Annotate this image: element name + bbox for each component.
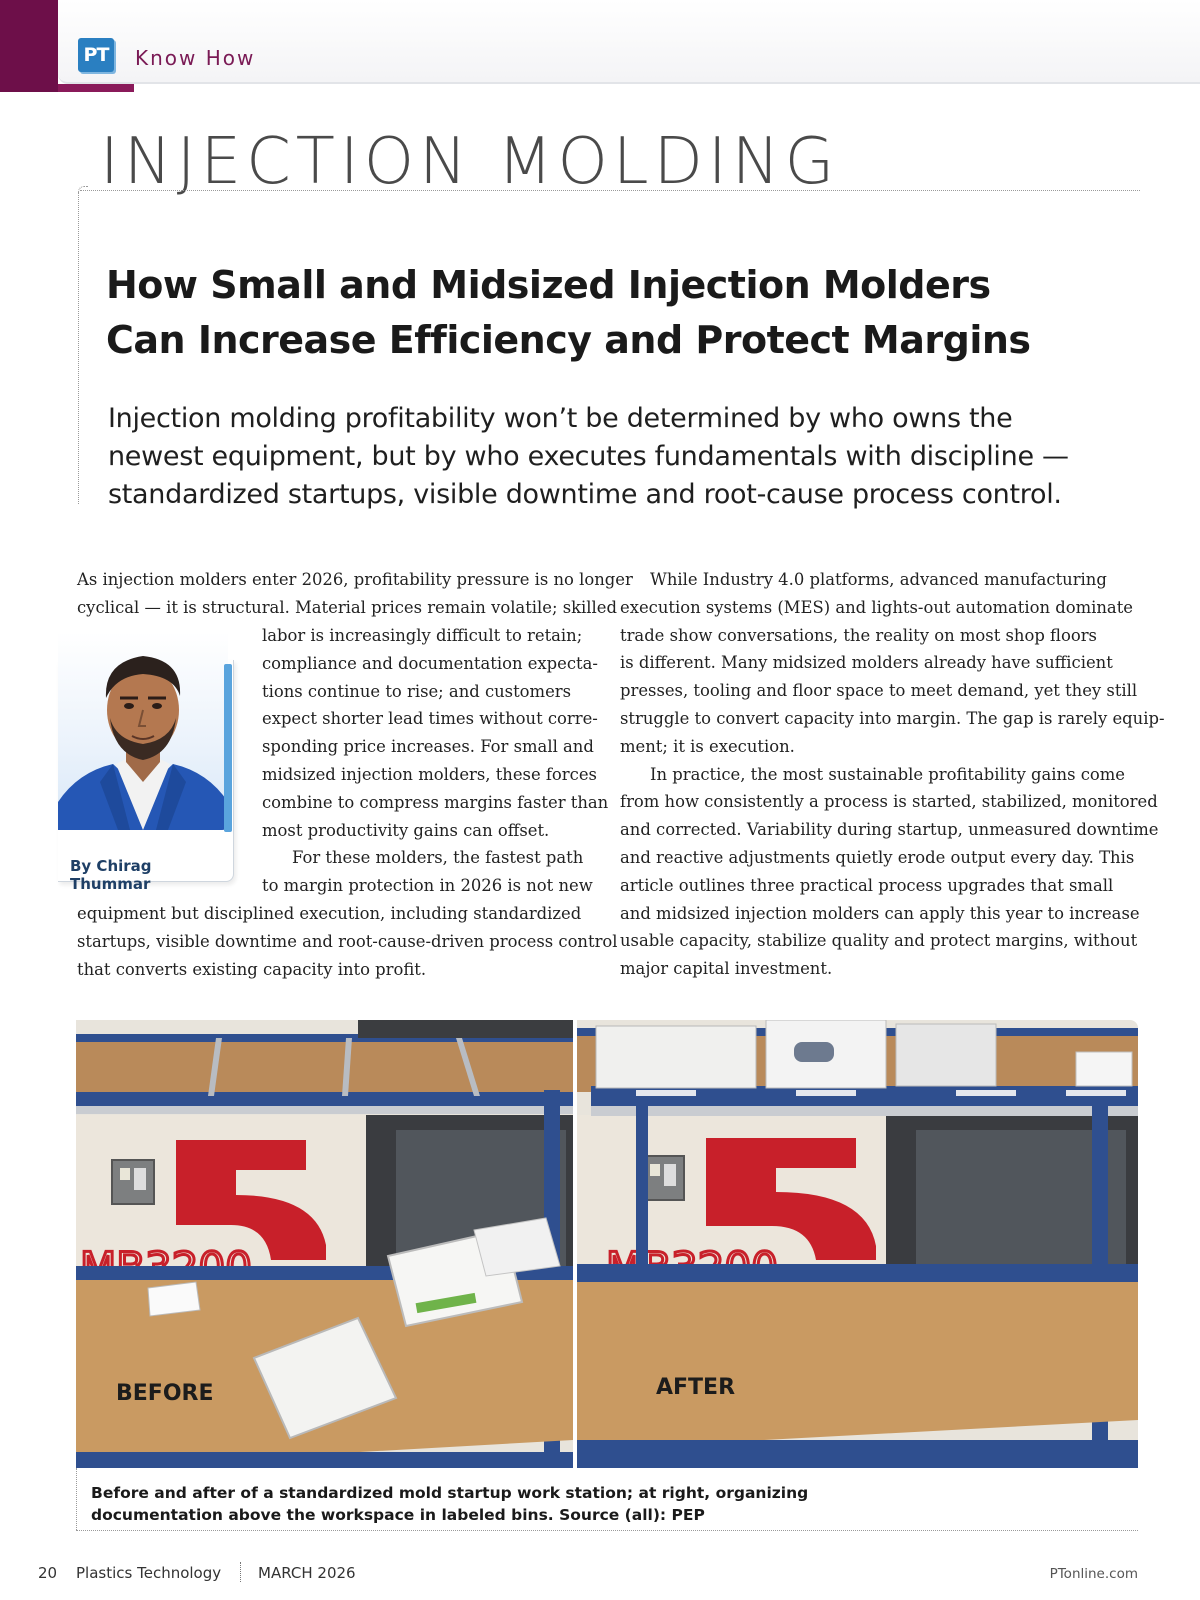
body-line: tions continue to rise; and customers <box>262 681 572 701</box>
body-line: execution systems (MES) and lights-out automation dominate <box>620 597 1133 617</box>
header-accent-block <box>0 0 58 92</box>
body-line: ment; it is execution. <box>620 736 795 756</box>
deck-line: Injection molding profitability won’t be determined by who owns the <box>108 403 1013 434</box>
deck-line: standardized startups, visible downtime and root-cause process control. <box>108 479 1062 510</box>
article-deck <box>108 400 1128 514</box>
body-left-top <box>77 566 633 622</box>
body-line: and corrected. Variability during startup, unmeasured downtime <box>620 820 1159 840</box>
before-after-photo <box>76 1020 1138 1468</box>
issue-date: MARCH 2026 <box>258 1564 356 1582</box>
body-line: cyclical — it is structural. Material prices remain volatile; skilled <box>77 597 617 617</box>
frame-corner <box>78 186 88 196</box>
headline-line: How Small and Midsized Injection Molders <box>106 263 991 307</box>
footer-separator <box>240 1562 241 1582</box>
body-line: sponding price increases. For small and <box>262 737 594 757</box>
body-line: In practice, the most sustainable profitability gains come <box>650 764 1126 784</box>
body-line: As injection molders enter 2026, profitability pressure is no longer <box>77 570 633 589</box>
body-line: labor is increasingly difficult to retain; <box>262 626 583 645</box>
body-line: and midsized injection molders can apply this year to increase <box>620 903 1140 923</box>
author-photo-frame <box>224 664 232 832</box>
frame-rule-top <box>80 190 1140 191</box>
photo-caption <box>91 1482 811 1526</box>
workstation-photo <box>76 1020 1138 1468</box>
author-byline: By Chirag Thummar <box>70 857 152 893</box>
body-line: usable capacity, stabilize quality and protect margins, without <box>620 931 1138 951</box>
body-line: equipment but disciplined execution, including standardized <box>77 904 582 923</box>
article-headline <box>106 258 1106 368</box>
caption-rule-bottom <box>76 1530 1138 1531</box>
body-line: from how consistently a process is started, stabilized, monitored <box>620 792 1158 812</box>
body-line: midsized injection molders, these forces <box>262 764 597 784</box>
body-line: presses, tooling and floor space to meet demand, yet they still <box>620 681 1138 701</box>
body-line: and reactive adjustments quietly erode output every day. This <box>620 847 1135 867</box>
body-line: most productivity gains can offset. <box>262 820 550 840</box>
section-label: Know How <box>135 46 256 70</box>
body-line: is different. Many midsized molders already have sufficient <box>620 653 1113 673</box>
body-line: to margin protection in 2026 is not new <box>262 876 593 896</box>
page-number: 20 <box>38 1564 58 1582</box>
headline-line: Can Increase Efficiency and Protect Margins <box>106 318 1031 362</box>
body-line: compliance and documentation expecta- <box>262 653 598 673</box>
body-line: combine to compress margins faster than <box>262 792 609 812</box>
body-line: startups, visible downtime and root-cause-driven process control <box>77 931 618 951</box>
body-left-wrapped <box>262 622 609 900</box>
before-label: BEFORE <box>116 1381 214 1406</box>
body-line: For these molders, the fastest path <box>292 848 584 868</box>
pt-logo-icon: PT <box>78 38 114 72</box>
category-heading: INJECTION MOLDING <box>100 125 840 199</box>
body-line: While Industry 4.0 platforms, advanced manufacturing <box>650 570 1107 589</box>
body-left-bottom <box>77 900 618 983</box>
author-photo <box>58 632 228 830</box>
body-line: struggle to convert capacity into margin. The gap is rarely equip- <box>620 708 1165 728</box>
header-bar <box>58 0 1200 84</box>
body-line: major capital investment. <box>620 959 833 979</box>
body-right <box>620 566 1165 983</box>
caption-line: documentation above the workspace in labeled bins. Source (all): PEP <box>91 1506 705 1524</box>
after-label: AFTER <box>656 1375 736 1400</box>
body-line: trade show conversations, the reality on most shop floors <box>620 625 1097 645</box>
body-line: article outlines three practical process upgrades that small <box>620 875 1114 895</box>
header-accent-strip <box>58 84 134 92</box>
caption-rule-left <box>76 1468 77 1530</box>
body-line: that converts existing capacity into profit. <box>77 959 427 979</box>
website-link[interactable]: PTonline.com <box>1049 1566 1138 1582</box>
caption-line: Before and after of a standardized mold startup work station; at right, organizing <box>91 1484 809 1502</box>
body-line: expect shorter lead times without corre- <box>262 709 598 729</box>
author-portrait-icon <box>58 632 228 830</box>
publication-name: Plastics Technology <box>76 1564 222 1582</box>
deck-line: newest equipment, but by who executes fundamentals with discipline — <box>108 441 1069 472</box>
frame-rule-left <box>78 192 79 504</box>
